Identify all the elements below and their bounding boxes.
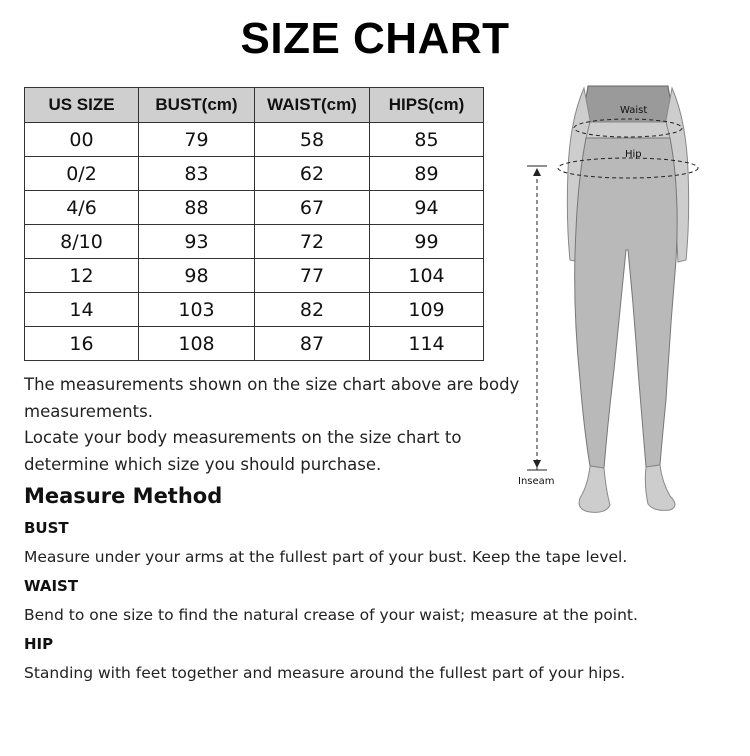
right-foot-shape: [645, 465, 675, 510]
size-table: [24, 87, 484, 361]
cell-hips: 114: [370, 327, 484, 361]
waist-figure-label: Waist: [620, 105, 648, 116]
cell-bust: 108: [139, 327, 255, 361]
cell-us-size: 4/6: [25, 191, 139, 225]
cell-waist: 72: [255, 225, 370, 259]
cell-us-size: 12: [25, 259, 139, 293]
intro-line-locate: Locate your body measurements on the size chart to determine which size you should purchase.: [24, 428, 462, 474]
table-row: [25, 225, 484, 259]
cell-hips: 104: [370, 259, 484, 293]
cell-bust: 83: [139, 157, 255, 191]
cell-us-size: 16: [25, 327, 139, 361]
cell-bust: 88: [139, 191, 255, 225]
inseam-figure-label: Inseam: [518, 476, 555, 487]
intro-text: [24, 372, 524, 478]
inseam-top-arrow-icon: [533, 168, 541, 176]
cell-bust: 93: [139, 225, 255, 259]
cell-hips: 94: [370, 191, 484, 225]
intro-line-body-measurements: The measurements shown on the size chart above are body measurements.: [24, 375, 520, 421]
left-foot-shape: [579, 466, 610, 512]
cell-hips: 89: [370, 157, 484, 191]
column-header-us-size: US SIZE: [25, 88, 139, 123]
cell-hips: 85: [370, 123, 484, 157]
table-row: [25, 259, 484, 293]
cell-waist: 58: [255, 123, 370, 157]
table-row: [25, 157, 484, 191]
cell-us-size: 00: [25, 123, 139, 157]
hip-label: HIP: [24, 635, 54, 653]
body-measurement-figure: [510, 80, 740, 530]
cell-waist: 82: [255, 293, 370, 327]
cell-us-size: 14: [25, 293, 139, 327]
cell-waist: 67: [255, 191, 370, 225]
sports-bra-shape: [584, 86, 672, 122]
column-header-bust: BUST(cm): [139, 88, 255, 123]
table-row: [25, 123, 484, 157]
bust-instructions: Measure under your arms at the fullest part of your bust. Keep the tape level.: [24, 548, 628, 566]
column-header-waist: WAIST(cm): [255, 88, 370, 123]
table-row: [25, 327, 484, 361]
waist-label: WAIST: [24, 577, 79, 595]
page-title: SIZE CHART: [240, 14, 510, 63]
cell-bust: 79: [139, 123, 255, 157]
table-header-row: [25, 88, 484, 123]
hip-figure-label: Hip: [625, 149, 642, 160]
cell-us-size: 8/10: [25, 225, 139, 259]
inseam-bottom-arrow-icon: [533, 460, 541, 468]
cell-waist: 62: [255, 157, 370, 191]
cell-hips: 109: [370, 293, 484, 327]
cell-bust: 98: [139, 259, 255, 293]
cell-waist: 87: [255, 327, 370, 361]
bust-label: BUST: [24, 519, 69, 537]
leggings-shape: [575, 138, 677, 468]
waist-instructions: Bend to one size to find the natural crease of your waist; measure at the point.: [24, 606, 638, 624]
cell-bust: 103: [139, 293, 255, 327]
column-header-hips: HIPS(cm): [370, 88, 484, 123]
hip-instructions: Standing with feet together and measure around the fullest part of your hips.: [24, 664, 626, 682]
leggings-figure-illustration: [510, 80, 740, 530]
cell-waist: 77: [255, 259, 370, 293]
table-row: [25, 293, 484, 327]
cell-hips: 99: [370, 225, 484, 259]
cell-us-size: 0/2: [25, 157, 139, 191]
table-row: [25, 191, 484, 225]
measure-method-heading: Measure Method: [24, 484, 223, 508]
